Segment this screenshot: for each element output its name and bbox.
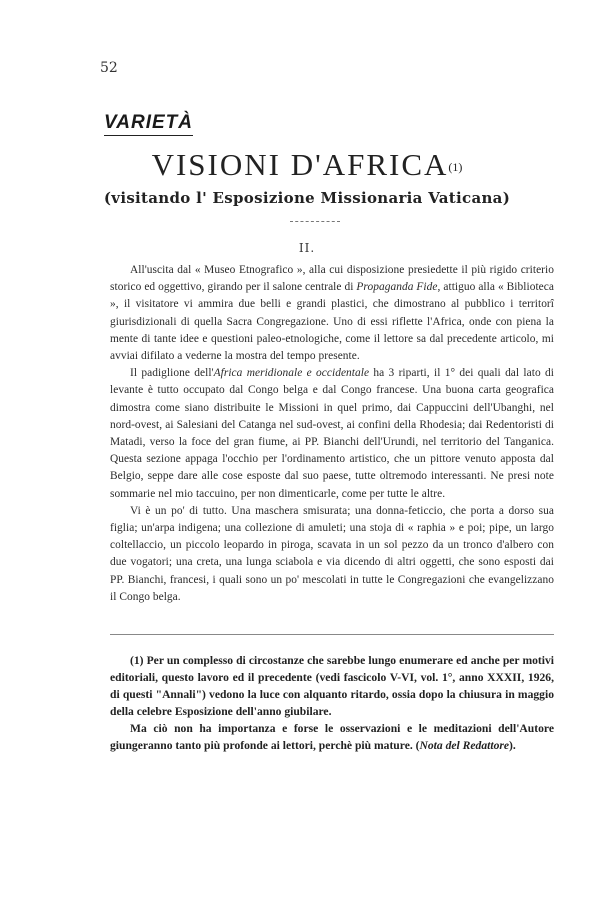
page-number: 52 (100, 60, 118, 76)
italic-text: Propaganda Fide (356, 281, 438, 294)
text-run: , attiguo alla « Biblioteca », il visitatore vi ammira due belli e grandi plastici, che dimostrano al pubblico i territorî giurisdizionali di quella Sacra Congregazione. Uno di essi riflette l'Africa, onde con piena la mente di tante idee e questioni paleo-etnologiche, come il lettore sa dal precedente articolo, mi avviai difilato a vederne la mostra del tempo presente. (110, 281, 554, 363)
footnote (110, 652, 554, 754)
section-label: VARIETÀ (104, 112, 193, 136)
text-run: ha 3 riparti, il 1° dei quali dal lato di levante è tutto occupato dal Congo belga e dal Congo francese. Una buona carta geografica dimostra come siano distribuite le Missioni in quel primo, dai Cappuccini dell'Ubanghi, nel nord-ovest, ai Salesiani del Catanga nel sud-ovest, ai confini della Rhodesia; dai Redentoristi di Matadi, verso la foce del gran fiume, ai PP. Bianchi dell'Urundi, nel territorio del Tanganica. Questa sezione appaga l'occhio per l'ordinamento artistico, che un pittore venuto apposta dal Belgio, seppe dare alle cose esposte dal suo paese, tutte oltremodo interessanti. Ne presi note sommarie nel mio taccuino, per non dimenticarle, come per tutte le altre. (110, 367, 554, 500)
text-run: ). (509, 739, 516, 752)
footnote-paragraph (110, 720, 554, 754)
body-paragraph (110, 262, 554, 365)
article-subtitle: (visitando l' Esposizione Missionaria Vaticana) (103, 189, 511, 207)
italic-text: Africa meridionale e occidentale (213, 367, 370, 380)
footnote-reference: (1) (448, 160, 463, 174)
text-run: Ma ciò non ha importanza e forse le osservazioni e le meditazioni dell'Autore giungeranno tanto più profonde ai lettori, perchè più mature. ( (110, 722, 554, 752)
body-paragraph (110, 365, 554, 503)
text-run: Vi è un po' di tutto. Una maschera smisurata; una donna-feticcio, che porta a dorso sua figlia; un'arpa indigena; una collezione di amuleti; una stoja di « raphia » e poi; pipe, un largo coltellaccio, un piccolo leopardo in piroga, scavata in un sol pezzo da un tronco d'albero con due vogatori; una creta, una lunga sciabola e via dicendo di altri oggetti, che sono esposti dai PP. Bianchi, francesi, i quali sono un po' mescolati in tutte le Congregazioni che evangelizzano il Congo belga. (110, 504, 554, 603)
text-run: All'uscita dal « Museo Etnografico », alla cui disposizione presiedette il più rigido criterio storico ed oggettivo, girando per il salone centrale di (110, 264, 554, 294)
article-title-text: VISIONI D'AFRICA (151, 147, 449, 182)
article-body (110, 262, 554, 606)
title-divider (290, 221, 340, 222)
part-number: II. (298, 241, 316, 255)
footnote-paragraph (110, 652, 554, 720)
footnote-divider (110, 634, 554, 635)
text-run: Il padiglione dell' (130, 367, 214, 380)
body-paragraph (110, 503, 554, 606)
text-run: (1) Per un complesso di circostanze che sarebbe lungo enumerare ed anche per motivi editoriali, questo lavoro ed il precedente (vedi fascicolo V-VI, vol. 1°, anno XXXII, 1926, di questi "Annali") vedono la luce con alquanto ritardo, ossia dopo la chiusura in maggio della celebre Esposizione dell'anno giubilare. (110, 654, 554, 718)
italic-text: Nota del Redattore (419, 739, 510, 752)
article-title (0, 146, 614, 184)
